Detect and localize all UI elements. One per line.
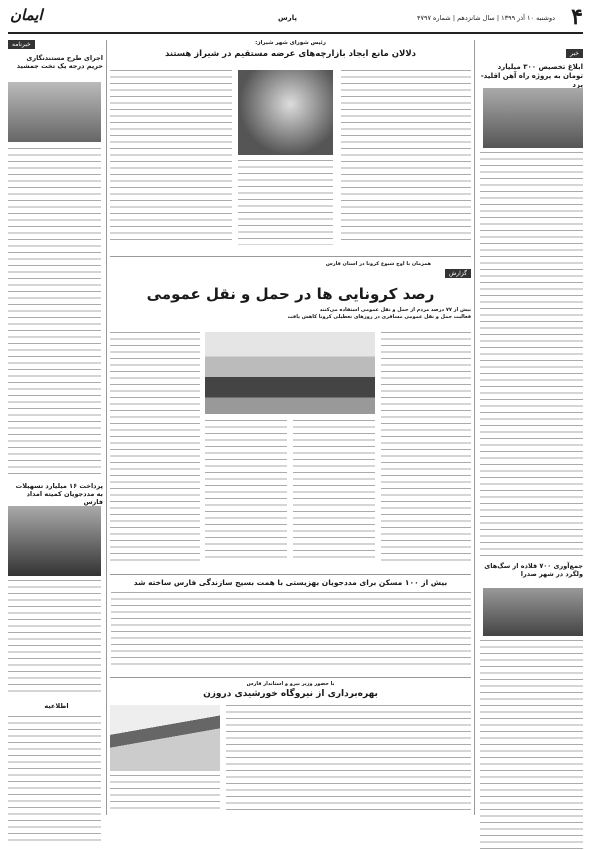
bottom-story (110, 578, 471, 673)
top-story-text-right (341, 70, 471, 245)
main-story-text-right (381, 332, 471, 562)
main-story-lead-2: فعالیت حمل و نقل عمومی مسافری در روزهای تعطیلی کرونا کاهش یافت (287, 314, 471, 320)
main-story-lead-1: بیش از ۷۷ درصد مردم از حمل و نقل عمومی استفاده می‌کنند (319, 306, 471, 313)
top-story-headline: دلالان مانع ایجاد بازارچه‌های عرضه مستقیم در شیراز هستند (164, 48, 417, 59)
top-story (110, 40, 471, 250)
main-story-text-left (110, 332, 200, 562)
dateline: دوشنبه ۱۰ آذر ۱۳۹۹ | سال شانزدهم | شماره ۴۷۹۷ (416, 14, 555, 22)
left-column (8, 40, 103, 815)
main-story-text-center-right (293, 420, 375, 562)
solar-plant-photo (110, 705, 220, 771)
right-column-tag: خبر (566, 49, 583, 58)
official-photo (483, 88, 583, 148)
bus-photo (205, 332, 375, 414)
right-column-story2-headline: جمع‌آوری ۷۰۰ قلاده از سگ‌های ولگرد در شهر صدرا (484, 562, 583, 579)
solar-story-text-2 (110, 775, 220, 813)
council-head-photo (238, 70, 333, 155)
left-column-story2-headline: پرداخت ۱۶ میلیارد تسهیلات به مددجویان کمیته امداد فارس (15, 482, 103, 507)
persepolis-photo (8, 82, 101, 142)
masthead (8, 6, 583, 34)
main-story-text-center-left (205, 420, 287, 562)
main-story (110, 260, 471, 570)
solar-story (110, 681, 471, 816)
mayor-photo (483, 588, 583, 636)
left-column-headline: اجرای طرح مستندنگاری حریم درجه یک تخت جمشید (16, 54, 103, 71)
section-name: پارس (278, 14, 297, 22)
main-story-headline: رصد کرونایی ها در حمل و نقل عمومی (146, 285, 435, 303)
left-column-text (8, 148, 101, 478)
top-story-kicker: رئیس شورای شهر شیراز: (255, 40, 326, 46)
page-number: ۴ (571, 4, 583, 30)
main-story-tag: گزارش (445, 269, 471, 278)
bottom-story-headline: بیش از ۱۰۰ مسکن برای مددجویان بهزیستی با همت بسیج سازندگی فارس ساخته شد (133, 578, 448, 587)
right-column-text-2 (480, 640, 583, 850)
solar-story-headline: بهره‌برداری از نیروگاه خورشیدی دروزن (203, 689, 378, 700)
left-column-text-2 (8, 580, 101, 695)
newspaper-logo: ایمان (10, 6, 43, 24)
top-story-text-center (238, 160, 333, 245)
main-story-kicker: همزمان با اوج شیوع کرونا در استان فارس (325, 261, 431, 267)
notice-text (8, 716, 101, 846)
solar-story-kicker: با حضور وزیر نیرو و استاندار فارس (246, 681, 335, 687)
right-column (478, 40, 583, 815)
right-column-headline: ابلاغ تخصیص ۳۰۰ میلیارد تومان به پروژه راه آهن اقلید-یزد (480, 63, 583, 89)
committee-photo (8, 506, 101, 576)
bottom-story-text (111, 592, 471, 668)
top-story-text-left (110, 70, 232, 245)
right-column-text (480, 152, 583, 557)
solar-story-text (226, 705, 471, 813)
notice-title: اطلاعیه (44, 702, 69, 710)
left-column-tag: خبرنامه (8, 40, 35, 49)
